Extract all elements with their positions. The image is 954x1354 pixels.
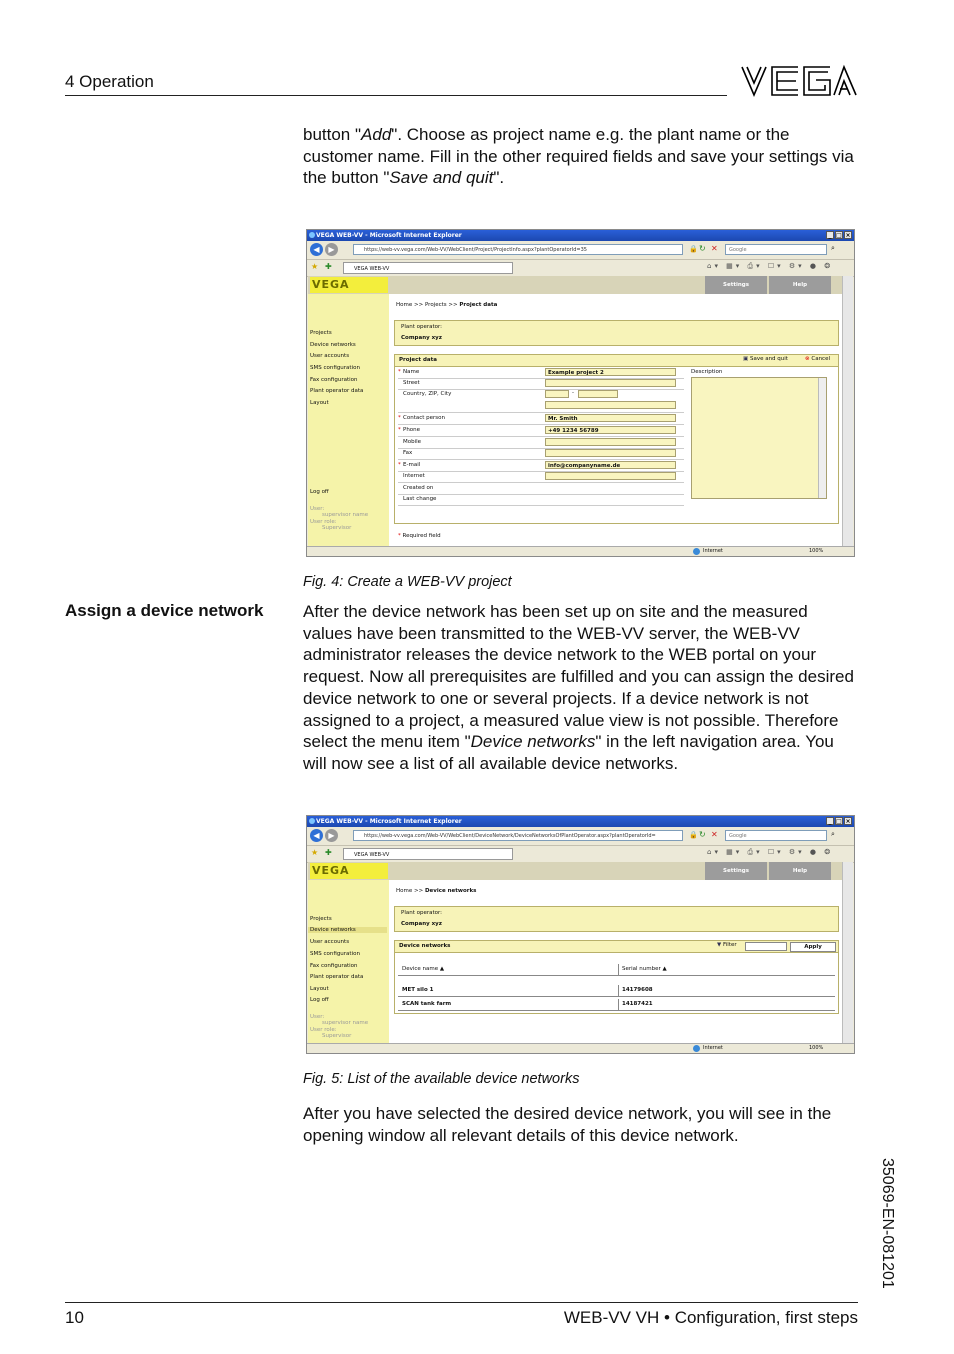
side-navigation	[308, 880, 389, 1043]
settings-button[interactable]: Settings	[705, 862, 767, 880]
plant-operator-label: Plant operator:	[401, 324, 443, 330]
header-rule	[65, 95, 727, 96]
required-note: * Required field	[398, 533, 441, 539]
nav-user-accounts[interactable]: User accounts	[310, 939, 350, 945]
fig5-caption: Fig. 5: List of the available device networks	[303, 1071, 580, 1087]
field-row-country-zip-city: Country, ZIP, City -	[398, 389, 684, 413]
forward-icon[interactable]: ▶	[325, 243, 338, 256]
app-vega-logo: VEGA	[310, 277, 388, 293]
nav-layout[interactable]: Layout	[310, 400, 329, 406]
ie-favorites-bar	[307, 260, 854, 277]
table-row[interactable]: SCAN tank farm 14187421	[398, 999, 835, 1011]
apply-button[interactable]: Apply	[790, 942, 836, 952]
stop-icon[interactable]: ✕	[711, 244, 718, 253]
field-row-name: * Name Example project 2	[398, 367, 684, 379]
filter-input[interactable]	[745, 942, 787, 951]
nav-plant-operator-data[interactable]: Plant operator data	[310, 388, 364, 394]
table-header	[398, 964, 835, 976]
ie-titlebar: VEGA WEB-VV - Microsoft Internet Explorer _ □ ×	[307, 230, 854, 241]
nav-sms-configuration[interactable]: SMS configuration	[310, 951, 360, 957]
lock-icon: 🔒	[689, 831, 698, 839]
device-networks-section	[394, 940, 839, 1014]
breadcrumb: Home >> Projects >> Project data	[396, 302, 498, 308]
ie-statusbar: Internet 100%	[307, 546, 854, 556]
user-role-label: User role:	[310, 1027, 337, 1033]
nav-projects[interactable]: Projects	[310, 916, 332, 922]
back-icon[interactable]: ◀	[310, 829, 323, 842]
save-and-quit-button[interactable]: ▣ Save and quit	[743, 356, 788, 362]
breadcrumb: Home >> Device networks	[396, 888, 477, 894]
filter-label: ▼ Filter	[717, 942, 737, 948]
field-row-contact-person: * Contact person Mr. Smith	[398, 413, 684, 425]
browser-tab[interactable]: VEGA WEB-VV	[343, 848, 513, 860]
textarea-scrollbar[interactable]	[818, 378, 826, 498]
field-row-mobile: Mobile	[398, 437, 684, 449]
lock-icon: 🔒	[689, 245, 698, 253]
address-bar[interactable]: https://web-vv.vega.com/Web-VV/WebClient/Project/ProjectInfo.aspx?plantOperatorId=35	[353, 244, 683, 255]
plant-operator-box	[394, 320, 839, 346]
cancel-icon: ⊗	[805, 356, 810, 362]
plant-operator-value: Company xyz	[401, 335, 442, 341]
minimize-icon[interactable]: _	[826, 817, 834, 825]
ie-favorites-bar	[307, 846, 854, 863]
ie-navbar	[307, 241, 854, 260]
nav-fax-configuration[interactable]: Fax configuration	[310, 377, 358, 383]
app-vega-logo: VEGA	[310, 863, 388, 879]
fig4-caption: Fig. 4: Create a WEB-VV project	[303, 574, 512, 590]
section-title: Project data	[399, 357, 437, 363]
close-icon[interactable]: ×	[845, 818, 851, 825]
nav-projects[interactable]: Projects	[310, 330, 332, 336]
ie-navbar	[307, 827, 854, 846]
logoff-link[interactable]: Log off	[310, 489, 329, 495]
stop-icon[interactable]: ✕	[711, 830, 718, 839]
maximize-icon[interactable]: □	[836, 818, 842, 825]
project-data-section	[394, 354, 839, 524]
field-row-phone: * Phone +49 1234 56789	[398, 425, 684, 437]
toolbar-icons[interactable]: ⌂▾ ▦▾ ⎙▾ ☐▾ ⚙▾ ● ❂	[707, 262, 834, 270]
vega-logo	[740, 64, 858, 98]
add-favorite-icon[interactable]: ✚	[325, 848, 332, 857]
table-row[interactable]: MET silo 1 14179608	[398, 985, 835, 997]
cancel-button[interactable]: ⊗ Cancel	[805, 356, 830, 362]
search-input[interactable]: Google	[725, 830, 827, 841]
zoom-level[interactable]: 100%	[809, 1045, 824, 1051]
description-textarea[interactable]	[691, 377, 827, 499]
toolbar-icons[interactable]: ⌂▾ ▦▾ ⎙▾ ☐▾ ⚙▾ ● ❂	[707, 848, 834, 856]
nav-device-networks[interactable]: Device networks	[308, 927, 387, 933]
nav-device-networks[interactable]: Device networks	[310, 342, 356, 348]
maximize-icon[interactable]: □	[836, 232, 842, 239]
app-header	[308, 276, 853, 294]
minimize-icon[interactable]: _	[826, 231, 834, 239]
forward-icon[interactable]: ▶	[325, 829, 338, 842]
zoom-level[interactable]: 100%	[809, 548, 824, 554]
back-icon[interactable]: ◀	[310, 243, 323, 256]
chapter-heading: 4 Operation	[65, 72, 154, 91]
main-content	[392, 880, 841, 1043]
nav-user-accounts[interactable]: User accounts	[310, 353, 350, 359]
app-header	[308, 862, 853, 880]
ie-titlebar: VEGA WEB-VV - Microsoft Internet Explorer _ □ ×	[307, 816, 854, 827]
field-row-last-change: Last change	[398, 494, 684, 506]
zip-input[interactable]	[578, 390, 618, 398]
user-value: supervisor name	[322, 1020, 369, 1026]
search-input[interactable]: Google	[725, 244, 827, 255]
plant-operator-label: Plant operator:	[401, 910, 443, 916]
search-icon[interactable]: ⌕	[831, 244, 835, 252]
closing-paragraph: After you have selected the desired device network, you will see in the opening window all relevant details of this device network.	[303, 1104, 832, 1145]
page-number: 10	[65, 1308, 84, 1327]
filter-icon: ▼	[717, 942, 722, 948]
nav-plant-operator-data[interactable]: Plant operator data	[310, 974, 364, 980]
network-paragraph: After the device network has been set up on site and the measured values have been transmitted to the WEB-VV server, the WEB-VV administrator releases the device network to the WEB portal on your request. Now all prerequisites are fulfilled and you can assign the desired device network to one or several projects. If a device network is not assigned to a project, a measured value view is not possible. Therefore select the menu item "Device networks" in the left navigation area. You will now see a list of all available device networks.	[303, 602, 854, 773]
close-icon[interactable]: ×	[845, 232, 851, 239]
plant-operator-value: Company xyz	[401, 921, 442, 927]
add-favorite-icon[interactable]: ✚	[325, 262, 332, 271]
search-icon[interactable]: ⌕	[831, 830, 835, 838]
fig5-screenshot	[306, 815, 855, 1054]
user-role-label: User role:	[310, 519, 337, 525]
description-label: Description	[691, 369, 723, 375]
side-heading: Assign a device network	[65, 601, 264, 620]
footer-title: WEB-VV VH • Configuration, first steps	[563, 1308, 858, 1327]
internet-zone-icon	[693, 548, 700, 555]
main-content	[392, 294, 841, 546]
internet-zone-icon	[693, 1045, 700, 1052]
field-row-fax: Fax	[398, 448, 684, 460]
settings-button[interactable]: Settings	[705, 276, 767, 294]
field-row-internet: Internet	[398, 471, 684, 483]
favorites-star-icon[interactable]: ★	[311, 262, 319, 271]
ie-statusbar: Internet 100%	[307, 1043, 854, 1053]
user-label: User:	[310, 1014, 325, 1020]
side-navigation	[308, 294, 389, 546]
address-bar[interactable]: https://web-vv.vega.com/Web-VV/WebClient/DeviceNetwork/DeviceNetworksOfPlantOperator.aspx?plantOperatorId=	[353, 830, 683, 841]
nav-layout[interactable]: Layout	[310, 986, 329, 992]
page-scrollbar[interactable]	[842, 276, 853, 546]
footer-rule	[65, 1302, 858, 1303]
ie-icon	[309, 818, 315, 824]
document-number: 35069-EN-081201	[879, 1158, 896, 1289]
refresh-icon[interactable]: ↻	[699, 244, 706, 253]
country-input[interactable]	[545, 390, 569, 398]
user-value: supervisor name	[322, 512, 369, 518]
fig4-screenshot	[306, 229, 855, 557]
intro-paragraph: button "Add". Choose as project name e.g. the plant name or the customer name. Fill in the other required fields and save your settings via the button "Save and quit".	[303, 125, 854, 188]
column-device-name[interactable]: Device name ▲	[402, 966, 445, 972]
page-scrollbar[interactable]	[842, 862, 853, 1043]
user-label: User:	[310, 506, 325, 512]
ie-icon	[309, 232, 315, 238]
field-row-created-on: Created on	[398, 483, 684, 495]
browser-tab[interactable]: VEGA WEB-VV	[343, 262, 513, 274]
help-button[interactable]: Help	[769, 862, 831, 880]
logoff-link[interactable]: Log off	[310, 997, 329, 1003]
favorites-star-icon[interactable]: ★	[311, 848, 319, 857]
user-role-value: Supervisor	[322, 1033, 352, 1039]
section-title: Device networks	[399, 943, 451, 949]
save-icon: ▣	[743, 356, 749, 362]
nav-fax-configuration[interactable]: Fax configuration	[310, 963, 358, 969]
refresh-icon[interactable]: ↻	[699, 830, 706, 839]
field-row-email: * E-mail info@companyname.de	[398, 460, 684, 472]
help-button[interactable]: Help	[769, 276, 831, 294]
user-role-value: Supervisor	[322, 525, 352, 531]
plant-operator-box	[394, 906, 839, 932]
nav-sms-configuration[interactable]: SMS configuration	[310, 365, 360, 371]
column-serial-number[interactable]: Serial number ▲	[622, 966, 667, 972]
field-row-street: Street	[398, 378, 684, 390]
